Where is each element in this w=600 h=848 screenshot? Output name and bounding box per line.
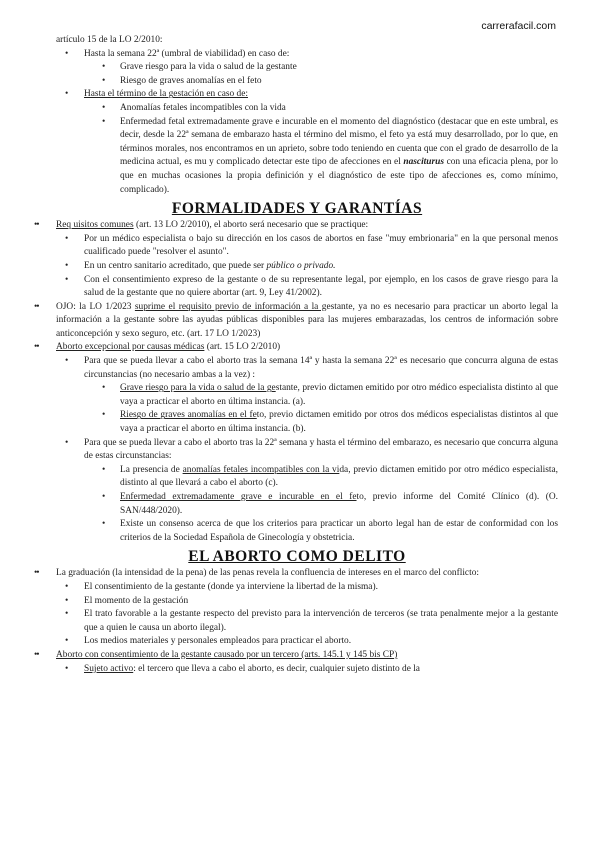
bullet-marker: • [65, 437, 69, 448]
list-item: • Sujeto activo: el tercero que lleva a cabo el aborto, es decir, cualquier sujeto distinto de la [36, 663, 558, 677]
bullet-marker: • [65, 636, 69, 647]
list-item: • El momento de la gestación [36, 595, 558, 609]
list-item: • Hasta el término de la gestación en caso de: [36, 88, 558, 102]
bullet-marker: • [65, 260, 69, 271]
document-page [36, 34, 558, 676]
list-item: •• Req uisitos comunes (art. 13 LO 2/2010), el aborto será necesario que se practique: [36, 219, 558, 233]
bullet-marker: •• [34, 301, 39, 312]
list-item: • Con el consentimiento expreso de la gestante o de su representante legal, por ejemplo, en los casos de grave riesgo para la salud de la gestante que no quiere abortar (art. 9, Ley 41/2002). [65, 274, 558, 299]
bullet-marker: •• [34, 342, 39, 353]
bullet-marker: •• [34, 220, 39, 231]
list-item: •• La graduación (la intensidad de la pena) de las penas revela la confluencia de intereses en el marco del conflicto: [36, 567, 558, 581]
list-item: • Los medios materiales y personales empleados para practicar el aborto. [36, 635, 558, 649]
list-item: • El consentimiento de la gestante (donde ya interviene la libertad de la misma). [36, 581, 558, 595]
list-item: • Enfermedad extremadamente grave e incurable en el feto, previo informe del Comité Clínico (d). (O. SAN/448/2020). [102, 492, 558, 516]
bullet-marker: • [65, 48, 69, 59]
list-item: • Hasta la semana 22ª (umbral de viabilidad) en caso de: [36, 48, 558, 62]
bullet-marker: • [65, 233, 69, 244]
bullet-marker: •• [34, 568, 39, 579]
bullet-marker: •• [34, 649, 39, 660]
bullet-marker: • [102, 116, 106, 127]
list-item: • Anomalías fetales incompatibles con la vida [36, 102, 558, 116]
section-heading-delito: EL ABORTO COMO DELITO [188, 548, 406, 566]
bullet-marker: • [65, 356, 69, 367]
list-item: •• Aborto con consentimiento de la gestante causado por un tercero (arts. 145.1 y 145 bis CP) [36, 649, 558, 663]
list-item: •• OJO: la LO 1/2023 suprime el requisito previo de información a la gestante, ya no es necesario para practicar un aborto legal la información a la gestante sobre las ayudas públicas disponibles para las mujeres embarazadas, los centros de información sobre anticoncepción y sexo seguro, etc. (art. 17 LO 1/2023) [34, 301, 558, 339]
lead-text: artículo 15 de la LO 2/2010: [56, 35, 163, 45]
list-item: • Por un médico especialista o bajo su dirección en los casos de abortos en fase "muy embrionaria" en la que personal menos cualificado puede "resolver el asunto". [65, 233, 558, 258]
list-item: • Grave riesgo para la vida o salud de la gestante [36, 61, 558, 75]
list-item: • En un centro sanitario acreditado, que puede ser público o privado. [36, 260, 558, 274]
list-item: • Enfermedad fetal extremadamente grave e incurable en el momento del diagnóstico (destacar que en este umbral, es decir, desde la 22ª semana de embarazo hasta el término del mismo, el feto ya está muy desarrollado, por lo que, en términos morales, nos encontramos en un aprieto, sobre todo teniendo en cuenta que con el grado de desarrollo de la medicina actual, es mu y complicado detectar este tipo de afecciones en el nasciturus con una eficacia plena, por lo que en muchas ocasiones la propia definición y el diagnóstico de este tipo de afecciones es, como mínimo, complicado). [102, 116, 558, 195]
emphasis-term: nasciturus [403, 157, 445, 168]
bullet-marker: • [65, 274, 69, 285]
list-item: • Riesgo de graves anomalías en el feto, previo dictamen emitido por otros dos médicos especialistas distintos al que vaya a practicar el aborto en última instancia. (b). [102, 410, 558, 435]
bullet-marker: • [102, 62, 106, 73]
list-item: • El trato favorable a la gestante respecto del previsto para la intervención de terceros (se trata penalmente mejor a la gestante que a quien le causa un aborto ilegal). [65, 609, 558, 633]
bullet-marker: • [65, 663, 69, 674]
bullet-marker: • [65, 581, 69, 592]
bullet-marker: • [102, 75, 106, 86]
bullet-marker: • [65, 89, 69, 100]
bullet-marker: • [102, 464, 106, 475]
bullet-marker: • [102, 383, 106, 394]
list-item: • Grave riesgo para la vida o salud de la gestante, previo dictamen emitido por otro médico especialista distinto al que vaya a practicar el aborto en última instancia. (a). [102, 383, 559, 407]
bullet-marker: • [65, 595, 69, 606]
list-item: • Existe un consenso acerca de que los criterios para practicar un aborto legal han de estar de conformidad con los criterios de la Sociedad Española de Ginecología y obstetricia. [102, 519, 558, 543]
bullet-marker: • [102, 492, 106, 502]
bullet-marker: • [102, 102, 106, 113]
bullet-marker: • [65, 609, 69, 620]
bullet-marker: • [102, 519, 106, 530]
list-item: •• Aborto excepcional por causas médicas (art. 15 LO 2/2010) [36, 341, 558, 355]
section-heading-formalidades: FORMALIDADES Y GARANTÍAS [171, 200, 423, 218]
bullet-marker: • [102, 410, 106, 421]
list-item: • La presencia de anomalías fetales incompatibles con la vida, previo dictamen emitido por otro médico especialista, distinto al que llevará a cabo el aborto (c). [102, 464, 558, 489]
list-item: • Para que se pueda llevar a cabo el aborto tras la semana 14ª y hasta la semana 22ª es necesario que concurra alguna de estas circunstancias (no necesario ambas a la vez) : [65, 356, 558, 380]
list-item: • Riesgo de graves anomalías en el feto [36, 75, 558, 89]
site-brand[interactable]: carrerafacil.com [481, 20, 556, 32]
list-item: • Para que se pueda llevar a cabo el aborto tras la 22ª semana y hasta el término del embarazo, es necesario que concurra alguna de estas circunstancias: [65, 437, 558, 462]
